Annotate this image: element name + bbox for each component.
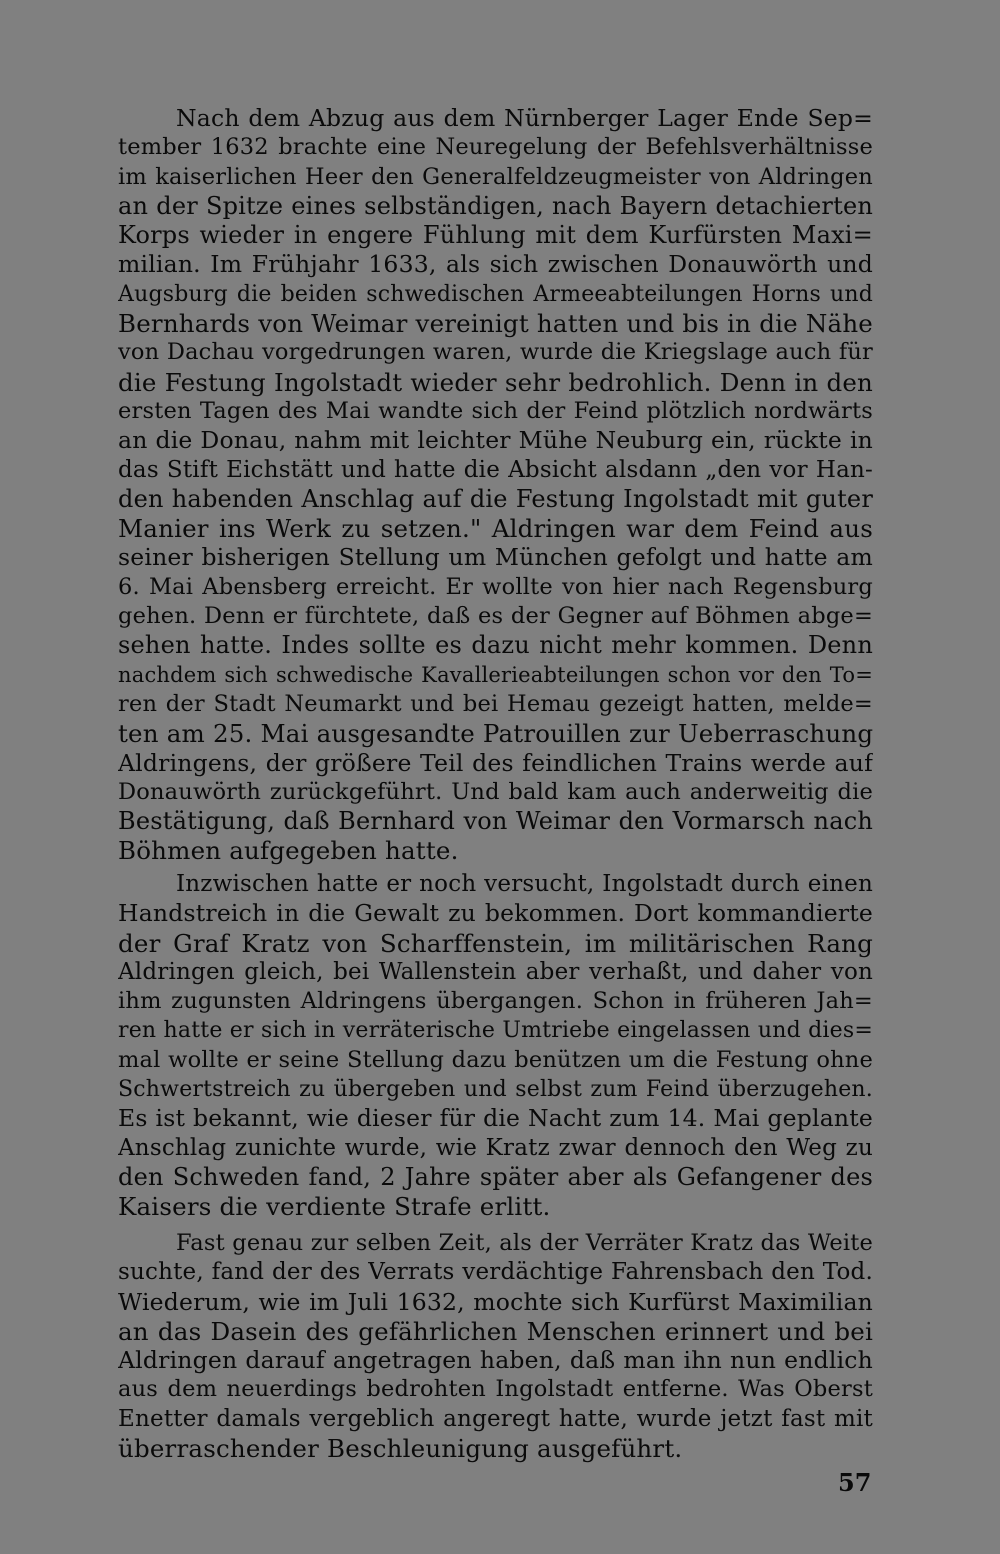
text-line: ren der Stadt Neumarkt und bei Hemau gezeigt hatten, melde= — [118, 690, 873, 717]
text-line: überraschender Beschleunigung ausgeführt. — [118, 1434, 683, 1464]
text-line: tember 1632 brachte eine Neuregelung der Befehlsverhältnisse — [118, 134, 873, 161]
text-line: Inzwischen hatte er noch versucht, Ingolstadt durch einen — [176, 871, 873, 897]
text-line: seiner bisherigen Stellung um München gefolgt und hatte am — [118, 543, 873, 572]
text-line: Donauwörth zurückgeführt. Und bald kam auch anderweitig die — [118, 778, 873, 805]
text-line: den Schweden fand, 2 Jahre später aber als Gefangener des — [118, 1162, 873, 1191]
text-line: Schwertstreich zu übergeben und selbst zum Feind überzugehen. — [118, 1077, 873, 1103]
text-line: Aldringens, der größere Teil des feindlichen Trains werde auf — [118, 748, 873, 777]
text-line: von Dachau vorgedrungen waren, wurde die Kriegslage auch für — [118, 339, 873, 366]
text-line: nachdem sich schwedische Kavallerieabteilungen schon vor den To= — [118, 662, 873, 687]
text-line: die Festung Ingolstadt wieder sehr bedrohlich. Denn in den — [118, 367, 873, 397]
text-line: Manier ins Werk zu setzen." Aldringen war dem Feind aus — [118, 514, 873, 544]
text-line: Kaisers die verdiente Strafe erlitt. — [118, 1192, 551, 1222]
text-line: Nach dem Abzug aus dem Nürnberger Lager Ende Sep= — [176, 104, 873, 132]
text-line: Handstreich in die Gewalt zu bekommen. Dort kommandierte — [118, 899, 873, 928]
text-line: aus dem neuerdings bedrohten Ingolstadt entferne. Was Oberst — [118, 1376, 873, 1403]
text-line: 6. Mai Abensberg erreicht. Er wollte von hier nach Regensburg — [118, 573, 873, 600]
text-line: der Graf Kratz von Scharffenstein, im militärischen Rang — [118, 928, 873, 958]
text-line: Aldringen darauf angetragen haben, daß man ihn nun endlich — [118, 1346, 873, 1375]
paragraph-3 — [118, 1229, 873, 1463]
text-line: ihm zugunsten Aldringens übergangen. Schon in früheren Jah= — [118, 988, 873, 1015]
text-line: an die Donau, nahm mit leichter Mühe Neuburg ein, rückte in — [118, 426, 873, 455]
text-line: das Stift Eichstätt und hatte die Absicht alsdann „den vor Han- — [118, 456, 873, 483]
text-line: Fast genau zur selben Zeit, als der Verräter Kratz das Weite — [176, 1230, 873, 1256]
text-line: Korps wieder in engere Fühlung mit dem Kurfürsten Maxi= — [118, 221, 873, 250]
text-line: gehen. Denn er fürchtete, daß es der Gegner auf Böhmen abge= — [118, 603, 873, 630]
text-line: den habenden Anschlag auf die Festung Ingolstadt mit guter — [118, 484, 873, 513]
text-line: Enetter damals vergeblich angeregt hatte, wurde jetzt fast mit — [118, 1405, 873, 1432]
text-line: suchte, fand der des Verrats verdächtige Fahrensbach den Tod. — [118, 1259, 873, 1286]
text-line: ten am 25. Mai ausgesandte Patrouillen zur Ueberraschung — [118, 719, 873, 749]
text-line: Bernhards von Weimar vereinigt hatten und bis in die Nähe — [118, 309, 873, 339]
text-line: an der Spitze eines selbständigen, nach Bayern detachierten — [118, 191, 873, 220]
text-line: Augsburg die beiden schwedischen Armeeabteilungen Horns und — [118, 281, 873, 307]
text-line: Böhmen aufgegeben hatte. — [118, 836, 459, 866]
text-line: Wiederum, wie im Juli 1632, mochte sich Kurfürst Maximilian — [118, 1287, 873, 1316]
text-line: milian. Im Frühjahr 1633, als sich zwischen Donauwörth und — [118, 250, 873, 279]
text-line: Aldringen gleich, bei Wallenstein aber verhaßt, und daher von — [118, 958, 873, 985]
text-line: mal wollte er seine Stellung dazu benützen um die Festung ohne — [118, 1046, 873, 1073]
text-line: an das Dasein des gefährlichen Menschen erinnert und bei — [118, 1316, 873, 1346]
paragraph-1 — [118, 104, 873, 866]
paragraph-2 — [118, 870, 873, 1222]
text-line: Bestätigung, daß Bernhard von Weimar den Vormarsch nach — [118, 807, 873, 836]
text-line: Es ist bekannt, wie dieser für die Nacht zum 14. Mai geplante — [118, 1104, 873, 1133]
text-line: im kaiserlichen Heer den Generalfeldzeugmeister von Aldringen — [118, 163, 873, 190]
text-line: sehen hatte. Indes sollte es dazu nicht mehr kommen. Denn — [118, 631, 873, 660]
text-line: ren hatte er sich in verräterische Umtriebe eingelassen und dies= — [118, 1018, 873, 1044]
text-line: Anschlag zunichte wurde, wie Kratz zwar dennoch den Weg zu — [118, 1134, 873, 1161]
page-number: 57 — [838, 1468, 872, 1497]
text-line: ersten Tagen des Mai wandte sich der Feind plötzlich nordwärts — [118, 397, 873, 424]
